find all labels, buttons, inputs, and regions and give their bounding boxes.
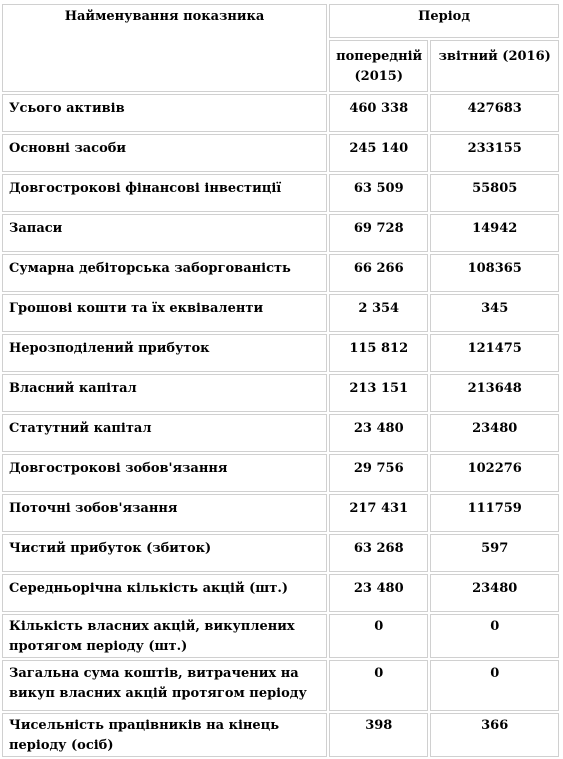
- previous-value-cell: 217 431: [329, 494, 428, 532]
- current-value-cell: 0: [430, 614, 559, 658]
- current-value-cell: 427683: [430, 94, 559, 132]
- current-value-cell: 366: [430, 713, 559, 757]
- table-row: [2, 134, 559, 172]
- indicator-name-cell: Довгострокові зобов'язання: [2, 454, 327, 492]
- table-row: [2, 660, 559, 711]
- current-value-cell: 111759: [430, 494, 559, 532]
- table-row: [2, 574, 559, 612]
- previous-value-cell: 2 354: [329, 294, 428, 332]
- previous-value-cell: 115 812: [329, 334, 428, 372]
- table-row: [2, 534, 559, 572]
- indicator-name-cell: Загальна сума коштів, витрачених на викуп власних акцій протягом періоду: [2, 660, 327, 711]
- table-row: [2, 174, 559, 212]
- table-row: [2, 494, 559, 532]
- current-value-cell: 597: [430, 534, 559, 572]
- financial-indicators-table: [0, 2, 561, 759]
- current-value-cell: 345: [430, 294, 559, 332]
- previous-value-cell: 398: [329, 713, 428, 757]
- previous-value-cell: 0: [329, 614, 428, 658]
- table-row: [2, 614, 559, 658]
- previous-value-cell: 29 756: [329, 454, 428, 492]
- previous-value-cell: 63 509: [329, 174, 428, 212]
- period-column-header: Період: [329, 4, 559, 38]
- current-value-cell: 121475: [430, 334, 559, 372]
- current-value-cell: 14942: [430, 214, 559, 252]
- previous-value-cell: 69 728: [329, 214, 428, 252]
- table-body: [2, 94, 559, 757]
- previous-period-header: попередній (2015): [329, 40, 428, 92]
- previous-value-cell: 63 268: [329, 534, 428, 572]
- table-row: [2, 94, 559, 132]
- indicator-name-cell: Кількість власних акцій, викуплених протягом періоду (шт.): [2, 614, 327, 658]
- indicator-name-cell: Усього активів: [2, 94, 327, 132]
- previous-value-cell: 23 480: [329, 414, 428, 452]
- indicator-name-cell: Чистий прибуток (збиток): [2, 534, 327, 572]
- current-value-cell: 233155: [430, 134, 559, 172]
- indicator-name-cell: Поточні зобов'язання: [2, 494, 327, 532]
- previous-value-cell: 0: [329, 660, 428, 711]
- indicator-name-cell: Довгострокові фінансові інвестиції: [2, 174, 327, 212]
- current-value-cell: 23480: [430, 414, 559, 452]
- table-row: [2, 254, 559, 292]
- indicator-name-cell: Середньорічна кількість акцій (шт.): [2, 574, 327, 612]
- current-value-cell: 55805: [430, 174, 559, 212]
- indicator-name-cell: Сумарна дебіторська заборгованість: [2, 254, 327, 292]
- previous-value-cell: 66 266: [329, 254, 428, 292]
- current-value-cell: 108365: [430, 254, 559, 292]
- indicator-name-cell: Статутний капітал: [2, 414, 327, 452]
- indicator-name-cell: Основні засоби: [2, 134, 327, 172]
- indicator-name-cell: Грошові кошти та їх еквіваленти: [2, 294, 327, 332]
- table-row: [2, 414, 559, 452]
- current-value-cell: 23480: [430, 574, 559, 612]
- previous-value-cell: 213 151: [329, 374, 428, 412]
- indicator-name-cell: Власний капітал: [2, 374, 327, 412]
- table-header-row: [2, 4, 559, 38]
- indicator-name-cell: Чисельність працівників на кінець періоду (осіб): [2, 713, 327, 757]
- previous-value-cell: 23 480: [329, 574, 428, 612]
- previous-value-cell: 460 338: [329, 94, 428, 132]
- indicator-name-cell: Запаси: [2, 214, 327, 252]
- current-period-header: звітний (2016): [430, 40, 559, 92]
- current-value-cell: 0: [430, 660, 559, 711]
- current-value-cell: 102276: [430, 454, 559, 492]
- table-row: [2, 374, 559, 412]
- indicator-name-cell: Нерозподілений прибуток: [2, 334, 327, 372]
- current-value-cell: 213648: [430, 374, 559, 412]
- indicator-column-header: Найменування показника: [2, 4, 327, 92]
- table-row: [2, 454, 559, 492]
- table-row: [2, 294, 559, 332]
- table-row: [2, 713, 559, 757]
- table-row: [2, 214, 559, 252]
- table-row: [2, 334, 559, 372]
- previous-value-cell: 245 140: [329, 134, 428, 172]
